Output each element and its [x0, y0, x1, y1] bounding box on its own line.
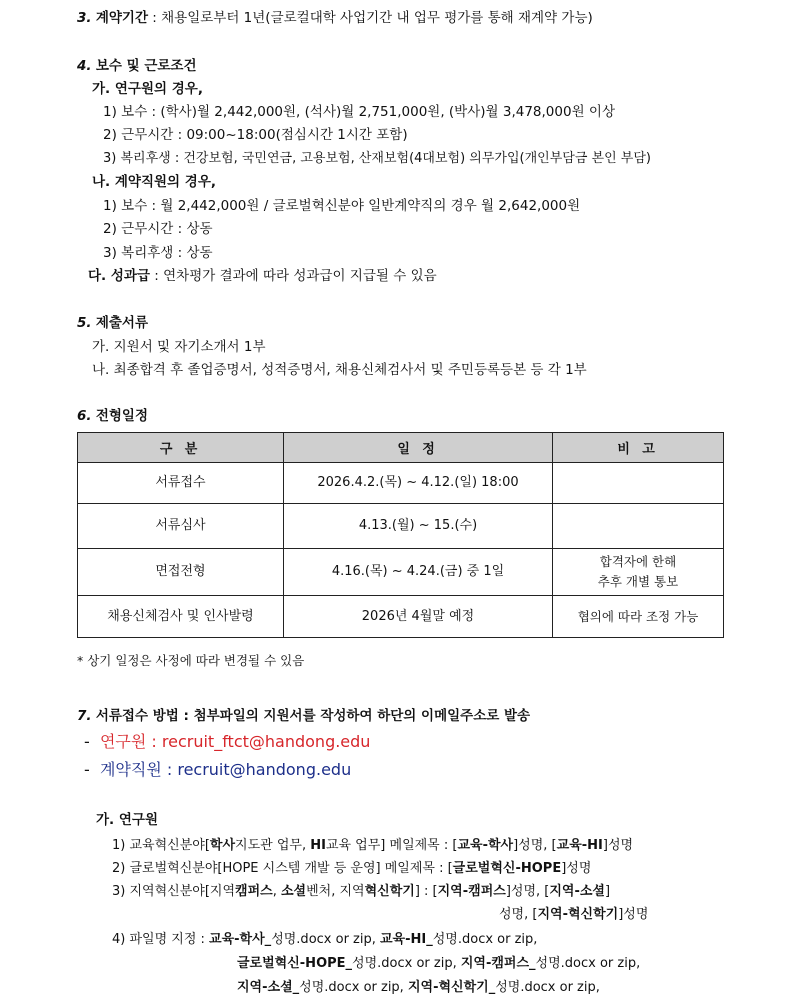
section-5-title: 제출서류 — [95, 315, 148, 331]
schedule-header-date: 일 정 — [284, 433, 553, 463]
section-4-heading — [77, 56, 197, 76]
email-contract-link[interactable]: recruit@handong.edu — [177, 760, 352, 779]
section-4c-line — [88, 266, 437, 286]
section-7-sub-heading: 가. 연구원 — [96, 812, 158, 828]
email-contract-line — [84, 759, 351, 781]
section-4a-heading: 가. 연구원의 경우, — [92, 81, 203, 97]
section-6-title: 전형일정 — [95, 408, 148, 424]
table-cell-date: 2026.4.2.(목) ~ 4.12.(일) 18:00 — [284, 463, 553, 504]
table-cell-remarks — [553, 504, 724, 549]
schedule-note: * 상기 일정은 사정에 따라 변경될 수 있음 — [77, 653, 305, 668]
section-7-number: 7. — [77, 708, 92, 724]
section-4b-item-1: 1) 보수 : 월 2,442,000원 / 글로벌혁신분야 일반계약직의 경우 월 2,642,000원 — [103, 198, 581, 214]
section-7-heading — [77, 706, 530, 726]
schedule-header-remarks: 비 고 — [553, 433, 724, 463]
section-3-line — [77, 8, 593, 28]
section-7-item-4-cont-2: 지역-소셜_성명.docx or zip, 지역-혁신학기_성명.docx or zip, — [237, 980, 600, 995]
section-4a-item-1: 1) 보수 : (학사)월 2,442,000원, (석사)월 2,751,000원, (박사)월 3,478,000원 이상 — [103, 104, 615, 120]
section-5-item-2: 나. 최종합격 후 졸업증명서, 성적증명서, 채용신체검사서 및 주민등록등본 등 각 1부 — [92, 362, 587, 378]
section-3-number: 3. — [77, 10, 92, 26]
table-cell-category: 서류접수 — [78, 463, 284, 504]
section-5-number: 5. — [77, 315, 92, 331]
section-7-item-3-cont: 성명, [지역-혁신학기]성명 — [499, 907, 649, 922]
email-researcher-label: 연구원 : — [99, 732, 162, 751]
table-row — [78, 596, 724, 638]
email-contract-label: 계약직원 : — [99, 760, 178, 779]
section-7-item-3: 3) 지역혁신분야[지역캠퍼스, 소셜벤처, 지역혁신학기] : [지역-캠퍼스]성명, [지역-소셜] — [112, 884, 611, 899]
section-4c-text: : 연차평가 결과에 따라 성과급이 지급될 수 있음 — [150, 268, 437, 284]
email-contract-dash: - — [84, 760, 90, 779]
table-cell-category: 서류심사 — [78, 504, 284, 549]
section-7-item-1: 1) 교육혁신분야[학사지도관 업무, HI교육 업무] 메일제목 : [교육-학사]성명, [교육-HI]성명 — [112, 838, 634, 853]
email-researcher-link[interactable]: recruit_ftct@handong.edu — [161, 732, 371, 751]
table-cell-date: 4.13.(월) ~ 15.(수) — [284, 504, 553, 549]
section-4b-heading: 나. 계약직원의 경우, — [92, 174, 216, 190]
section-7-title: 서류접수 방법 : 첨부파일의 지원서를 작성하여 하단의 이메일주소로 발송 — [95, 708, 531, 724]
section-7-item-2: 2) 글로벌혁신분야[HOPE 시스템 개발 등 운영] 메일제목 : [글로벌혁신-HOPE]성명 — [112, 861, 592, 876]
table-cell-category: 채용신체검사 및 인사발령 — [78, 596, 284, 638]
section-7-item-4-cont-1: 글로벌혁신-HOPE_성명.docx or zip, 지역-캠퍼스_성명.docx or zip, — [237, 956, 641, 971]
section-4a-item-2: 2) 근무시간 : 09:00~18:00(점심시간 1시간 포함) — [103, 127, 408, 143]
table-cell-remarks — [553, 463, 724, 504]
section-5-heading — [77, 313, 148, 333]
section-5-item-1: 가. 지원서 및 자기소개서 1부 — [92, 339, 266, 355]
table-row — [78, 504, 724, 549]
table-cell-date: 2026년 4월말 예정 — [284, 596, 553, 638]
section-4b-item-3: 3) 복리후생 : 상동 — [103, 245, 213, 261]
section-4b-item-2: 2) 근무시간 : 상동 — [103, 221, 213, 237]
table-cell-category: 면접전형 — [78, 549, 284, 596]
schedule-header-category: 구 분 — [78, 433, 284, 463]
remarks-line-1: 합격자에 한해 — [599, 554, 677, 569]
email-researcher-line — [84, 731, 370, 753]
section-4-number: 4. — [77, 58, 92, 74]
table-row — [78, 463, 724, 504]
table-cell-date: 4.16.(목) ~ 4.24.(금) 중 1일 — [284, 549, 553, 596]
section-3-title: 계약기간 — [95, 10, 148, 26]
remarks-line-2: 추후 개별 통보 — [597, 574, 679, 589]
section-4-title: 보수 및 근로조건 — [95, 58, 197, 74]
section-4c-label: 다. 성과급 — [88, 268, 150, 284]
section-7-item-4: 4) 파일명 지정 : 교육-학사_성명.docx or zip, 교육-HI_성명.docx or zip, — [112, 932, 538, 947]
email-researcher-dash: - — [84, 732, 90, 751]
table-row — [78, 549, 724, 596]
table-cell-remarks: 협의에 따라 조정 가능 — [553, 596, 724, 638]
schedule-table — [77, 432, 724, 638]
section-3-text: : 채용일로부터 1년(글로컬대학 사업기간 내 업무 평가를 통해 재계약 가능) — [148, 10, 593, 26]
section-6-heading — [77, 406, 148, 426]
section-6-number: 6. — [77, 408, 92, 424]
schedule-header-row — [78, 433, 724, 463]
table-cell-remarks — [553, 549, 724, 596]
section-4a-item-3: 3) 복리후생 : 건강보험, 국민연금, 고용보험, 산재보험(4대보험) 의무가입(개인부담금 본인 부담) — [103, 151, 651, 166]
